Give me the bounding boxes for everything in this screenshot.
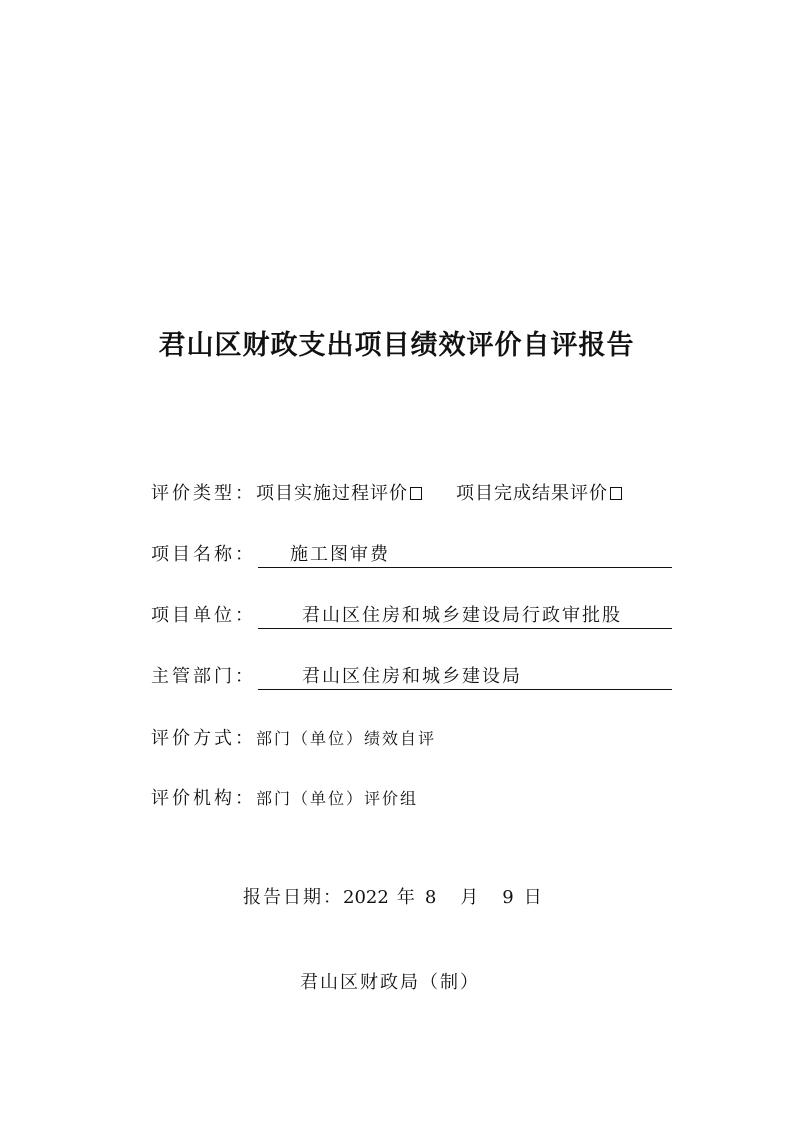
project-name-field bbox=[258, 542, 672, 568]
supervisor-row bbox=[151, 664, 256, 690]
checkbox-result[interactable] bbox=[610, 487, 622, 500]
project-name-label: 项目名称： bbox=[151, 544, 256, 565]
report-date-year-unit: 年 bbox=[396, 887, 417, 908]
project-name-value: 施工图审费 bbox=[290, 544, 390, 565]
report-date-row bbox=[243, 885, 544, 911]
supervisor-field bbox=[258, 664, 672, 690]
project-unit-row bbox=[151, 603, 256, 629]
issuer: 君山区财政局（制） bbox=[300, 972, 480, 993]
eval-type-option-process: 项目实施过程评价 bbox=[256, 483, 408, 504]
eval-type-option-result: 项目完成结果评价 bbox=[456, 483, 608, 504]
eval-method-value: 部门（单位）绩效自评 bbox=[256, 729, 437, 748]
project-unit-field bbox=[258, 603, 672, 629]
report-date-day: 9 bbox=[502, 887, 516, 908]
checkbox-process[interactable] bbox=[410, 487, 422, 500]
eval-method-row bbox=[151, 726, 436, 752]
eval-method-label: 评价方式： bbox=[151, 728, 256, 749]
report-date-year: 2022 bbox=[343, 887, 389, 908]
report-date-month-unit: 月 bbox=[460, 887, 481, 908]
eval-org-label: 评价机构： bbox=[151, 788, 256, 809]
eval-type-label: 评价类型： bbox=[151, 483, 256, 504]
supervisor-value: 君山区住房和城乡建设局 bbox=[302, 666, 522, 687]
report-date-month: 8 bbox=[424, 887, 439, 908]
project-unit-label: 项目单位： bbox=[151, 605, 256, 626]
project-unit-value: 君山区住房和城乡建设局行政审批股 bbox=[302, 605, 622, 626]
supervisor-label: 主管部门： bbox=[151, 666, 256, 687]
eval-org-value: 部门（单位）评价组 bbox=[256, 789, 419, 808]
project-name-row bbox=[151, 542, 256, 568]
eval-type-row bbox=[151, 481, 622, 507]
report-date-label: 报告日期： bbox=[243, 887, 343, 908]
report-title: 君山区财政支出项目绩效评价自评报告 bbox=[158, 330, 635, 361]
eval-org-row bbox=[151, 786, 418, 812]
report-date-day-unit: 日 bbox=[523, 887, 544, 908]
